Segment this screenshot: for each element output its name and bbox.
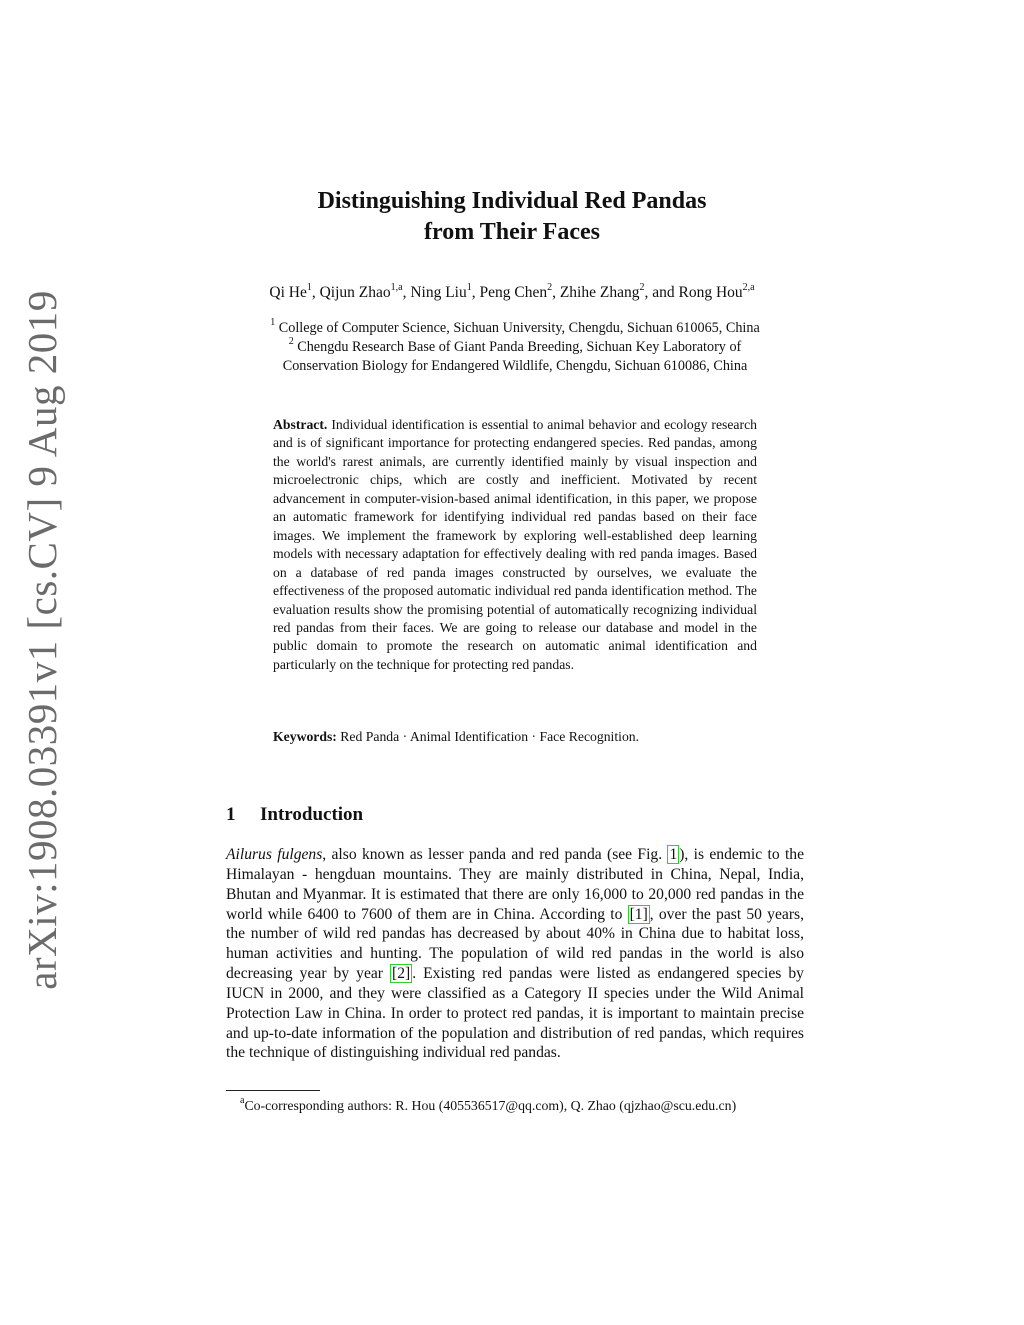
keywords: [273, 728, 757, 746]
author-affiliation-mark: 1,a: [390, 281, 403, 293]
author-affiliation-mark: 1: [466, 281, 472, 293]
affiliation-mark: 1: [270, 317, 276, 329]
abstract: [273, 416, 757, 674]
figure-link[interactable]: 1: [669, 846, 678, 863]
affiliation-2: [200, 338, 830, 357]
affiliation-2-cont: Conservation Biology for Endangered Wildlife, Chengdu, Sichuan 610086, China: [282, 358, 748, 374]
footnote-text: Co-corresponding authors: R. Hou (405536517@qq.com), Q. Zhao (qjzhao@scu.edu.cn): [244, 1098, 737, 1113]
author-name: Qi He: [269, 284, 307, 301]
author-separator: , and: [644, 284, 679, 301]
title-line-1: Distinguishing Individual Red Pandas: [317, 188, 707, 214]
keywords-label: Keywords:: [273, 729, 337, 744]
author-list: [0, 283, 1024, 303]
abstract-label: Abstract.: [273, 417, 328, 432]
affiliations: [200, 319, 830, 376]
author-separator: ,: [552, 284, 560, 301]
footnote-rule: [226, 1090, 320, 1091]
footnote: [240, 1097, 736, 1114]
affiliation-text: Chengdu Research Base of Giant Panda Breeding, Sichuan Key Laboratory of: [297, 339, 742, 355]
section-number: 1: [226, 804, 236, 825]
author-separator: ,: [402, 284, 411, 301]
species-name: Ailurus fulgens: [226, 846, 323, 863]
author-affiliation-mark: 1: [306, 281, 312, 293]
arxiv-identifier: arXiv:1908.03391v1 [cs.CV] 9 Aug 2019: [19, 290, 65, 990]
author-name: Rong Hou: [678, 284, 743, 301]
author-name: Peng Chen: [479, 284, 548, 301]
author-affiliation-mark: 2,a: [742, 281, 755, 293]
body-text-run: . Existing red pandas were listed as endangered species by IUCN in 2000, and they were classified as a Category II species under the Wild Animal Protection Law in China. In order to protect red pandas, it is important to maintain precise and up-to-date information of the population and distribution of red pandas, which requires the technique of distinguishing individual red pandas.: [226, 965, 804, 1062]
body-text-run: , also known as lesser panda and red panda (see Fig.: [322, 846, 668, 863]
author-name: Zhihe Zhang: [559, 284, 640, 301]
section-heading: [226, 803, 363, 827]
footnote-mark: a: [240, 1095, 245, 1107]
keywords-text: Red Panda · Animal Identification · Face Recognition.: [340, 729, 640, 744]
author-separator: ,: [471, 284, 480, 301]
author-affiliation-mark: 2: [639, 281, 645, 293]
paper-title: [0, 186, 1024, 248]
introduction-paragraph: [226, 845, 804, 1063]
title-line-2: from Their Faces: [424, 219, 600, 245]
affiliation-text: College of Computer Science, Sichuan University, Chengdu, Sichuan 610065, China: [278, 320, 760, 336]
body-text-run: , over the past 50 years, the number of wild red pandas has decreased by about 40% in China due to habitat loss, human activities and hunting. The population of wild red pandas in the world is also decreasing year by year: [226, 905, 804, 983]
affiliation-mark: 2: [288, 336, 294, 348]
affiliation-1: [200, 319, 830, 338]
citation-link[interactable]: [1]: [629, 905, 648, 923]
author-name: Ning Liu: [410, 284, 467, 301]
citation-link[interactable]: [2]: [392, 965, 411, 983]
body-text-run: ), is endemic to the Himalayan - hengduan mountains. They are mainly distributed in China, Nepal, India, Bhutan and Myanmar. It is estimated that there are only 16,000 to 20,000 red pandas in the world while 6400 to 7600 of them are in China. According to: [226, 846, 804, 923]
author-separator: ,: [311, 284, 320, 301]
author-affiliation-mark: 2: [547, 281, 553, 293]
author-name: Qijun Zhao: [319, 284, 391, 301]
abstract-text: Individual identification is essential to animal behavior and ecology research and is of significant importance for protecting endangered species. Red pandas, among the world's rarest animals, are currently identified mainly by visual inspection and microelectronic chips, which are costly and inefficient. Motivated by recent advancement in computer-vision-based animal identification, in this paper, we propose an automatic framework for identifying individual red pandas based on their face images. We implement the framework by exploring well-established deep learning models with necessary adaptation for effectively dealing with red panda images. Based on a database of red panda images constructed by ourselves, we evaluate the effectiveness of the proposed automatic individual red panda identification method. The evaluation results show the promising potential of automatically recognizing individual red pandas from their faces. We are going to release our database and model in the public domain to promote the research on automatic animal identification and particularly on the technique for protecting red pandas.: [273, 417, 757, 672]
section-title: Introduction: [260, 804, 364, 825]
